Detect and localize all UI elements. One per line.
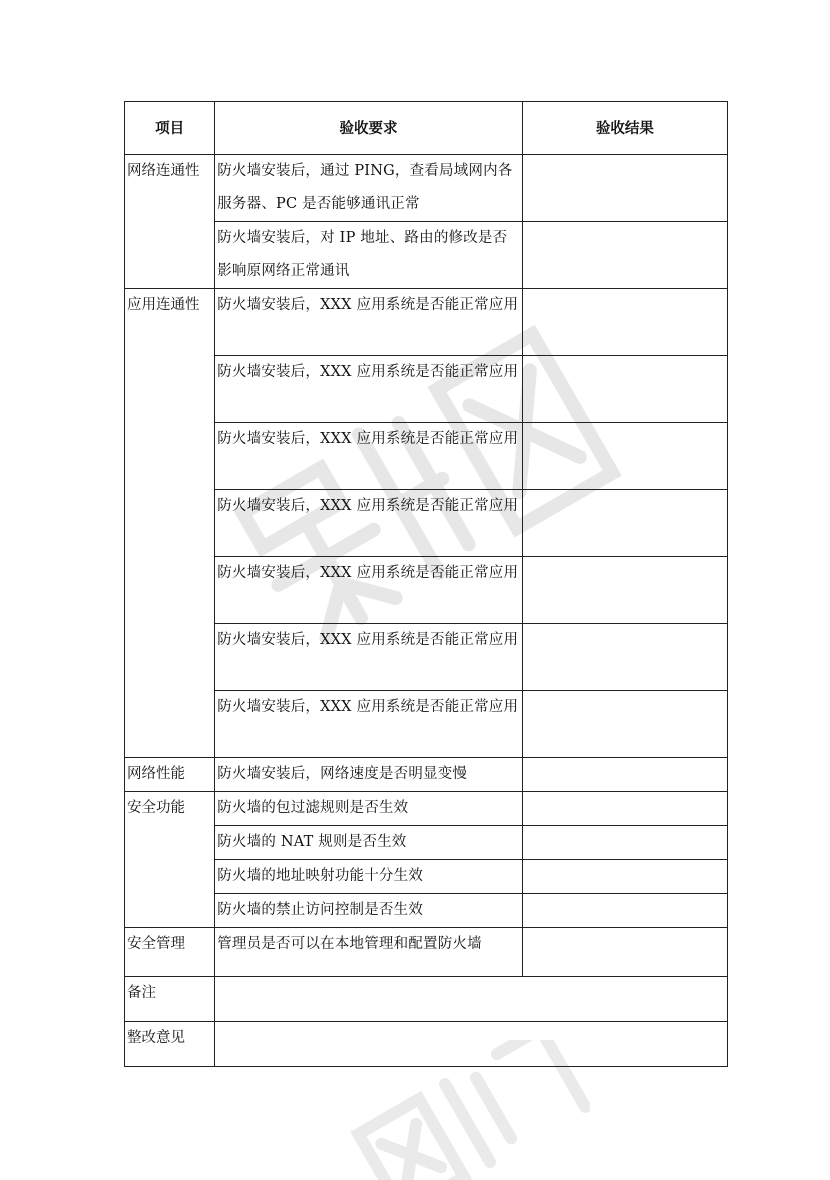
rectification-label: 整改意见 (125, 1022, 215, 1067)
table-row (125, 894, 728, 928)
requirement-cell: 防火墙的禁止访问控制是否生效 (215, 894, 523, 928)
result-cell[interactable] (522, 490, 727, 557)
result-cell[interactable] (522, 894, 727, 928)
result-cell[interactable] (522, 289, 727, 356)
remarks-field[interactable] (215, 977, 728, 1022)
result-cell[interactable] (522, 826, 727, 860)
result-cell[interactable] (522, 758, 727, 792)
requirement-cell: 防火墙安装后，通过 PING，查看局域网内各服务器、PC 是否能够通讯正常 (215, 155, 523, 222)
header-result: 验收结果 (522, 102, 727, 155)
remarks-row (125, 977, 728, 1022)
group-app-connectivity: 应用连通性 (125, 289, 215, 758)
requirement-cell: 防火墙安装后，XXX 应用系统是否能正常应用 (215, 289, 523, 356)
table-row (125, 289, 728, 356)
header-item: 项目 (125, 102, 215, 155)
table-row (125, 758, 728, 792)
table-row (125, 423, 728, 490)
result-cell[interactable] (522, 928, 727, 977)
header-requirement: 验收要求 (215, 102, 523, 155)
table-row (125, 356, 728, 423)
table-row (125, 792, 728, 826)
result-cell[interactable] (522, 792, 727, 826)
result-cell[interactable] (522, 423, 727, 490)
table-row (125, 155, 728, 222)
table-row (125, 557, 728, 624)
table-row (125, 928, 728, 977)
requirement-cell: 防火墙安装后，对 IP 地址、路由的修改是否影响原网络正常通讯 (215, 222, 523, 289)
result-cell[interactable] (522, 222, 727, 289)
table-row (125, 624, 728, 691)
result-cell[interactable] (522, 860, 727, 894)
rectification-row (125, 1022, 728, 1067)
result-cell[interactable] (522, 624, 727, 691)
result-cell[interactable] (522, 691, 727, 758)
requirement-cell: 防火墙的 NAT 规则是否生效 (215, 826, 523, 860)
group-network-performance: 网络性能 (125, 758, 215, 792)
requirement-cell: 防火墙的地址映射功能十分生效 (215, 860, 523, 894)
requirement-cell: 防火墙安装后，XXX 应用系统是否能正常应用 (215, 356, 523, 423)
rectification-field[interactable] (215, 1022, 728, 1067)
requirement-cell: 管理员是否可以在本地管理和配置防火墙 (215, 928, 523, 977)
group-security-function: 安全功能 (125, 792, 215, 928)
requirement-cell: 防火墙安装后，XXX 应用系统是否能正常应用 (215, 624, 523, 691)
remarks-label: 备注 (125, 977, 215, 1022)
group-security-management: 安全管理 (125, 928, 215, 977)
table-row (125, 490, 728, 557)
result-cell[interactable] (522, 557, 727, 624)
requirement-cell: 防火墙安装后，网络速度是否明显变慢 (215, 758, 523, 792)
table-header-row (125, 102, 728, 155)
table-row (125, 222, 728, 289)
requirement-cell: 防火墙安装后，XXX 应用系统是否能正常应用 (215, 691, 523, 758)
result-cell[interactable] (522, 356, 727, 423)
requirement-cell: 防火墙安装后，XXX 应用系统是否能正常应用 (215, 490, 523, 557)
requirement-cell: 防火墙的包过滤规则是否生效 (215, 792, 523, 826)
group-network-connectivity: 网络连通性 (125, 155, 215, 289)
result-cell[interactable] (522, 155, 727, 222)
table-row (125, 860, 728, 894)
requirement-cell: 防火墙安装后，XXX 应用系统是否能正常应用 (215, 423, 523, 490)
table-row (125, 691, 728, 758)
acceptance-table (124, 101, 728, 1067)
table-row (125, 826, 728, 860)
requirement-cell: 防火墙安装后，XXX 应用系统是否能正常应用 (215, 557, 523, 624)
